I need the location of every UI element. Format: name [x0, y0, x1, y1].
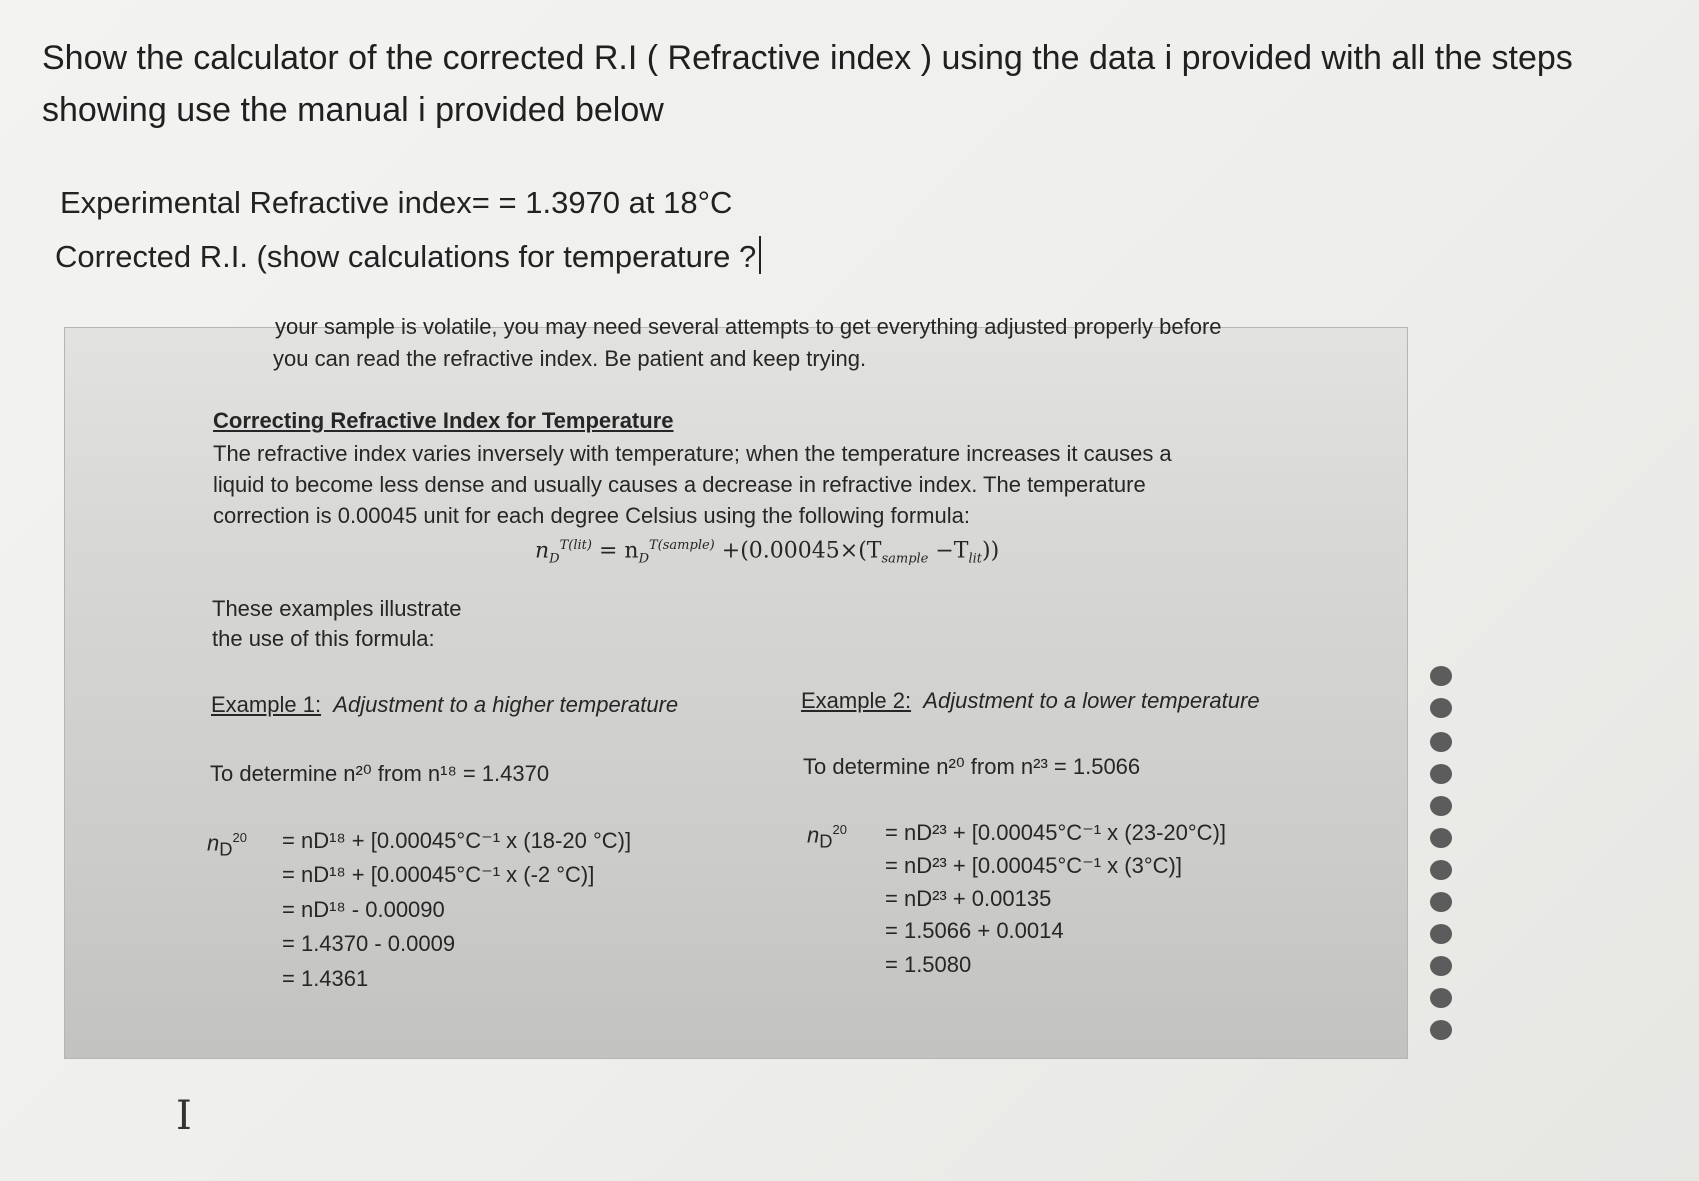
text-caret [759, 236, 761, 274]
binder-hole-icon [1430, 1020, 1452, 1040]
binder-hole-icon [1430, 764, 1452, 784]
corrected-ri-text: Corrected R.I. (show calculations for temperature ? [55, 239, 757, 274]
corrected-ri-line[interactable] [55, 236, 761, 275]
manual-image [65, 314, 1407, 1058]
intro-line: you can read the refractive index. Be patient and keep trying. [273, 346, 867, 371]
example2-step: = 1.5080 [885, 952, 972, 977]
section-paragraph: The refractive index varies inversely with temperature; when the temperature increases it causes a liquid to become less dense and usually causes a decrease in refractive index. The temperature correction is 0.00045 unit for each degree Celsius using the following formula: [213, 441, 1172, 528]
example2-determine: To determine n²⁰ from n²³ = 1.5066 [803, 754, 1141, 779]
example1-step: = nD¹⁸ - 0.00090 [282, 897, 445, 922]
example2-step: = nD²³ + 0.00135 [885, 886, 1052, 911]
examples-intro-2: the use of this formula: [212, 626, 435, 651]
binder-hole-icon [1430, 892, 1452, 912]
example1-step: = nD¹⁸ + [0.00045°C⁻¹ x (-2 °C)] [282, 862, 595, 887]
binder-hole-icon [1430, 666, 1452, 686]
binder-hole-icon [1430, 924, 1452, 944]
binder-holes [1428, 656, 1458, 1056]
text-cursor-icon: I [176, 1093, 192, 1139]
example2-step: = nD²³ + [0.00045°C⁻¹ x (23-20°C)] [885, 820, 1227, 845]
binder-hole-icon [1430, 956, 1452, 976]
binder-hole-icon [1430, 988, 1452, 1008]
example2-lhs: $n_D^{20}$ [807, 822, 847, 852]
cut-off-text: your sample is volatile, you may need several attempts to get everything adjusted properly before [275, 314, 1222, 339]
experimental-ri-line: Experimental Refractive index= = 1.3970 at 18°C [60, 185, 733, 220]
example1-step: = 1.4361 [282, 966, 369, 991]
example1-step: = nD¹⁸ + [0.00045°C⁻¹ x (18-20 °C)] [282, 828, 632, 853]
binder-hole-icon [1430, 860, 1452, 880]
example2-title: Example 2: Adjustment to a lower temperature [801, 688, 1260, 713]
correction-formula: $n_D^{T(lit)} = n_D^{T(sample)} +(0.00045\times(T_{sample} -T_{lit}))$ [535, 538, 1000, 567]
binder-hole-icon [1430, 732, 1452, 752]
section-heading: Correcting Refractive Index for Temperature [213, 408, 674, 433]
example1-title: Example 1: Adjustment to a higher temperature [211, 692, 679, 717]
example1-lhs: $n_D^{20}$ [207, 830, 247, 860]
binder-hole-icon [1430, 828, 1452, 848]
example2-step: = nD²³ + [0.00045°C⁻¹ x (3°C)] [885, 853, 1182, 878]
example1-step: = 1.4370 - 0.0009 [282, 931, 456, 956]
binder-hole-icon [1430, 796, 1452, 816]
binder-hole-icon [1430, 698, 1452, 718]
example2-step: = 1.5066 + 0.0014 [885, 918, 1064, 943]
question-text: Show the calculator of the corrected R.I ( Refractive index ) using the data i provided with all the steps showing use the manual i provided below [42, 39, 1573, 129]
example1-determine: To determine n²⁰ from n¹⁸ = 1.4370 [210, 761, 550, 786]
examples-intro-1: These examples illustrate [212, 596, 462, 621]
